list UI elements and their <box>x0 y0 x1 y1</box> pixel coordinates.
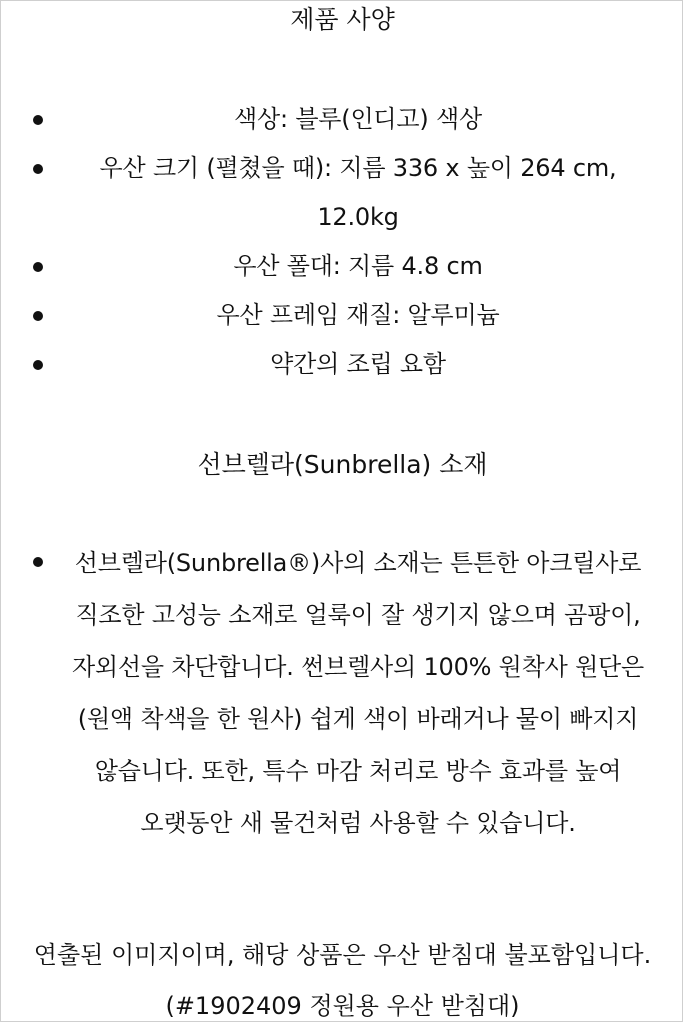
spec-item-text: 색상: 블루(인디고) 색상 <box>234 105 482 133</box>
bullet-icon <box>33 262 43 272</box>
stand-not-included-notice: 연출된 이미지이며, 해당 상품은 우산 받침대 불포함입니다. (#1902409 정원용 우산 받침대) <box>33 941 652 1020</box>
spec-item-text: 우산 크기 (펼쳤을 때): 지름 336 x 높이 264 cm, 12.0kg <box>99 154 617 231</box>
bullet-icon <box>33 115 43 125</box>
bullet-icon <box>33 164 43 174</box>
spec-item-text: 우산 폴대: 지름 4.8 cm <box>233 252 483 280</box>
spec-item-text: 약간의 조립 요함 <box>270 350 446 378</box>
bullet-icon <box>33 557 43 567</box>
spec-item-text: 우산 프레임 재질: 알루미늄 <box>216 301 500 329</box>
material-section-title: 선브렐라(Sunbrella) 소재 <box>197 450 488 479</box>
bullet-icon <box>33 360 43 370</box>
spec-section-title: 제품 사양 <box>290 5 395 34</box>
material-item-text: 선브렐라(Sunbrella®)사의 소재는 튼튼한 아크릴사로 직조한 고성능 소재로 얼룩이 잘 생기지 않으며 곰팡이, 자외선을 차단합니다. 썬브렐사의 100% 원착사 원단은 (원액 착색을 한 원사) 쉽게 색이 바래거나 물이 빠지지 않습니다. 또한, 특수 마감 처리로 방수 효과를 높여 오랫동안 새 물건처럼 사용할 수 있습니다. <box>71 549 645 837</box>
bullet-icon <box>33 311 43 321</box>
